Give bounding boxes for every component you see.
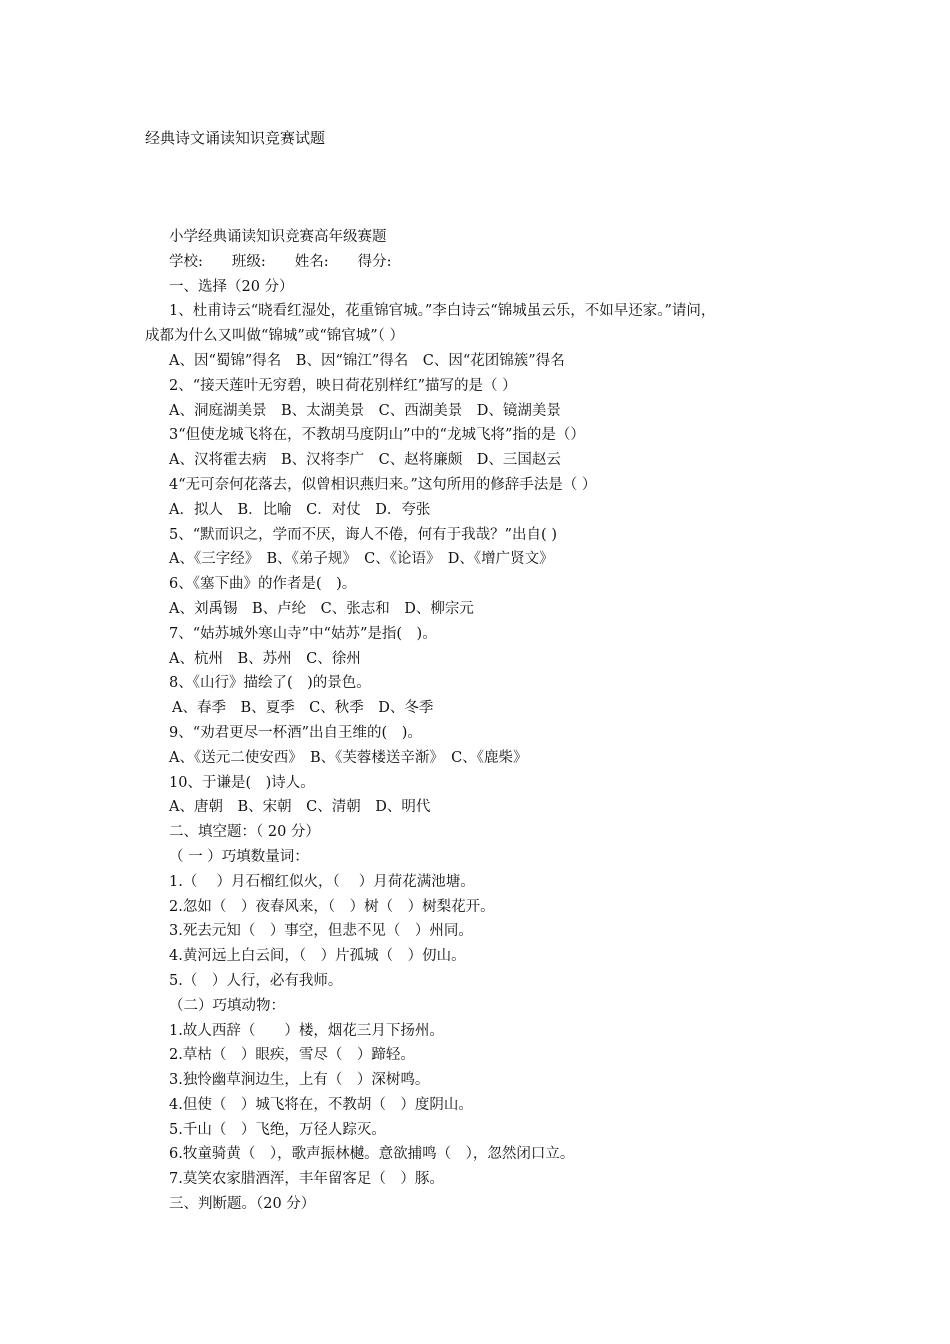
text-line: 6.牧童骑黄（ ），歌声振林樾。意欲捕鸣（ ），忽然闭口立。	[169, 1146, 575, 1163]
text-line: A、唐朝 B、宋朝 C、清朝 D、明代	[169, 799, 431, 816]
text-line: 2.忽如（ ）夜春风来，（ ）树（ ）树梨花开。	[169, 898, 495, 915]
text-line: 9、“劝君更尽一杯酒”出自王维的( )。	[169, 724, 422, 741]
text-line: A、汉将霍去病 B、汉将李广 C、赵将廉颇 D、三国赵云	[169, 452, 561, 469]
text-line: 2、“接天莲叶无穷碧，映日荷花别样红”描写的是（ ）	[169, 377, 517, 394]
text-line: A、杭州 B、苏州 C、徐州	[169, 650, 361, 667]
text-line: A、《三字经》 B、《弟子规》 C、《论语》 D、《增广贤文》	[169, 551, 554, 568]
text-line: （ 一 ）巧填数量词：	[169, 848, 309, 865]
text-line: 7.莫笑农家腊酒浑，丰年留客足（ ）豚。	[169, 1171, 444, 1188]
text-line: 8、《山行》描绘了( )的景色。	[169, 675, 371, 692]
text-line: 7、“姑苏城外寒山寺”中“姑苏”是指( )。	[169, 625, 437, 642]
text-line: 10、于谦是( )诗人。	[169, 774, 315, 791]
text-line: 6、《塞下曲》的作者是( )。	[169, 576, 357, 593]
text-line: 学校: 班级: 姓名: 得分:	[169, 253, 392, 270]
text-line: 小学经典诵读知识竞赛高年级赛题	[169, 229, 387, 245]
text-line: 4.黄河远上白云间，（ ）片孤城（ ）仞山。	[169, 948, 466, 965]
text-line: 4.但使（ ）城飞将在，不教胡（ ）度阴山。	[169, 1096, 473, 1113]
text-line: A、刘禹锡 B、卢纶 C、张志和 D、柳宗元	[169, 600, 474, 617]
text-line: 1、杜甫诗云“晓看红湿处，花重锦官城。”李白诗云“锦城虽云乐，不如早还家。”请问，	[169, 303, 716, 320]
text-line: （二）巧填动物：	[169, 997, 285, 1014]
text-line: 5.千山（ ）飞绝，万径人踪灭。	[169, 1121, 386, 1138]
text-line: 2.草枯（ ）眼疾，雪尽（ ）蹄轻。	[169, 1047, 415, 1064]
text-line: 5.（ ）人行，必有我师。	[169, 972, 343, 989]
text-line: A、春季 B、夏季 C、秋季 D、冬季	[172, 700, 434, 717]
text-line: 三、判断题。（20 分）	[169, 1196, 316, 1213]
document-body	[145, 225, 825, 1217]
text-line: 3“但使龙城飞将在，不教胡马度阴山”中的“龙城飞将”指的是（）	[169, 427, 585, 444]
text-line: 二、填空题：（ 20 分）	[169, 824, 320, 841]
text-line: 1.故人西辞（ ）楼，烟花三月下扬州。	[169, 1022, 444, 1039]
text-line: A．拟人 B．比喻 C．对仗 D．夸张	[169, 501, 431, 518]
text-line: A、因“蜀锦”得名 B、因“锦江”得名 C、因“花团锦簇”得名	[169, 352, 565, 369]
text-line: 4“无可奈何花落去，似曾相识燕归来。”这句所用的修辞手法是（ ）	[169, 476, 597, 493]
text-line: 1.（ ）月石榴红似火，（ ）月荷花满池塘。	[169, 873, 475, 890]
text-line: 3.死去元知（ ）事空，但悲不见（ ）州同。	[169, 923, 473, 940]
document-title: 经典诗文诵读知识竞赛试题	[145, 129, 326, 147]
text-line: 5、“默而识之，学而不厌，诲人不倦，何有于我哉？”出自( )	[169, 526, 557, 543]
text-line: 3.独怜幽草涧边生，上有（ ）深树鸣。	[169, 1072, 430, 1089]
text-line: 一、选择（20 分）	[169, 278, 294, 295]
text-line: A、洞庭湖美景 B、太湖美景 C、西湖美景 D、镜湖美景	[169, 402, 561, 419]
text-line: A、《送元二使安西》 B、《芙蓉楼送辛渐》 C、《鹿柴》	[169, 749, 528, 766]
text-line: 成都为什么又叫做“锦城”或“锦官城”（ ）	[145, 328, 405, 345]
